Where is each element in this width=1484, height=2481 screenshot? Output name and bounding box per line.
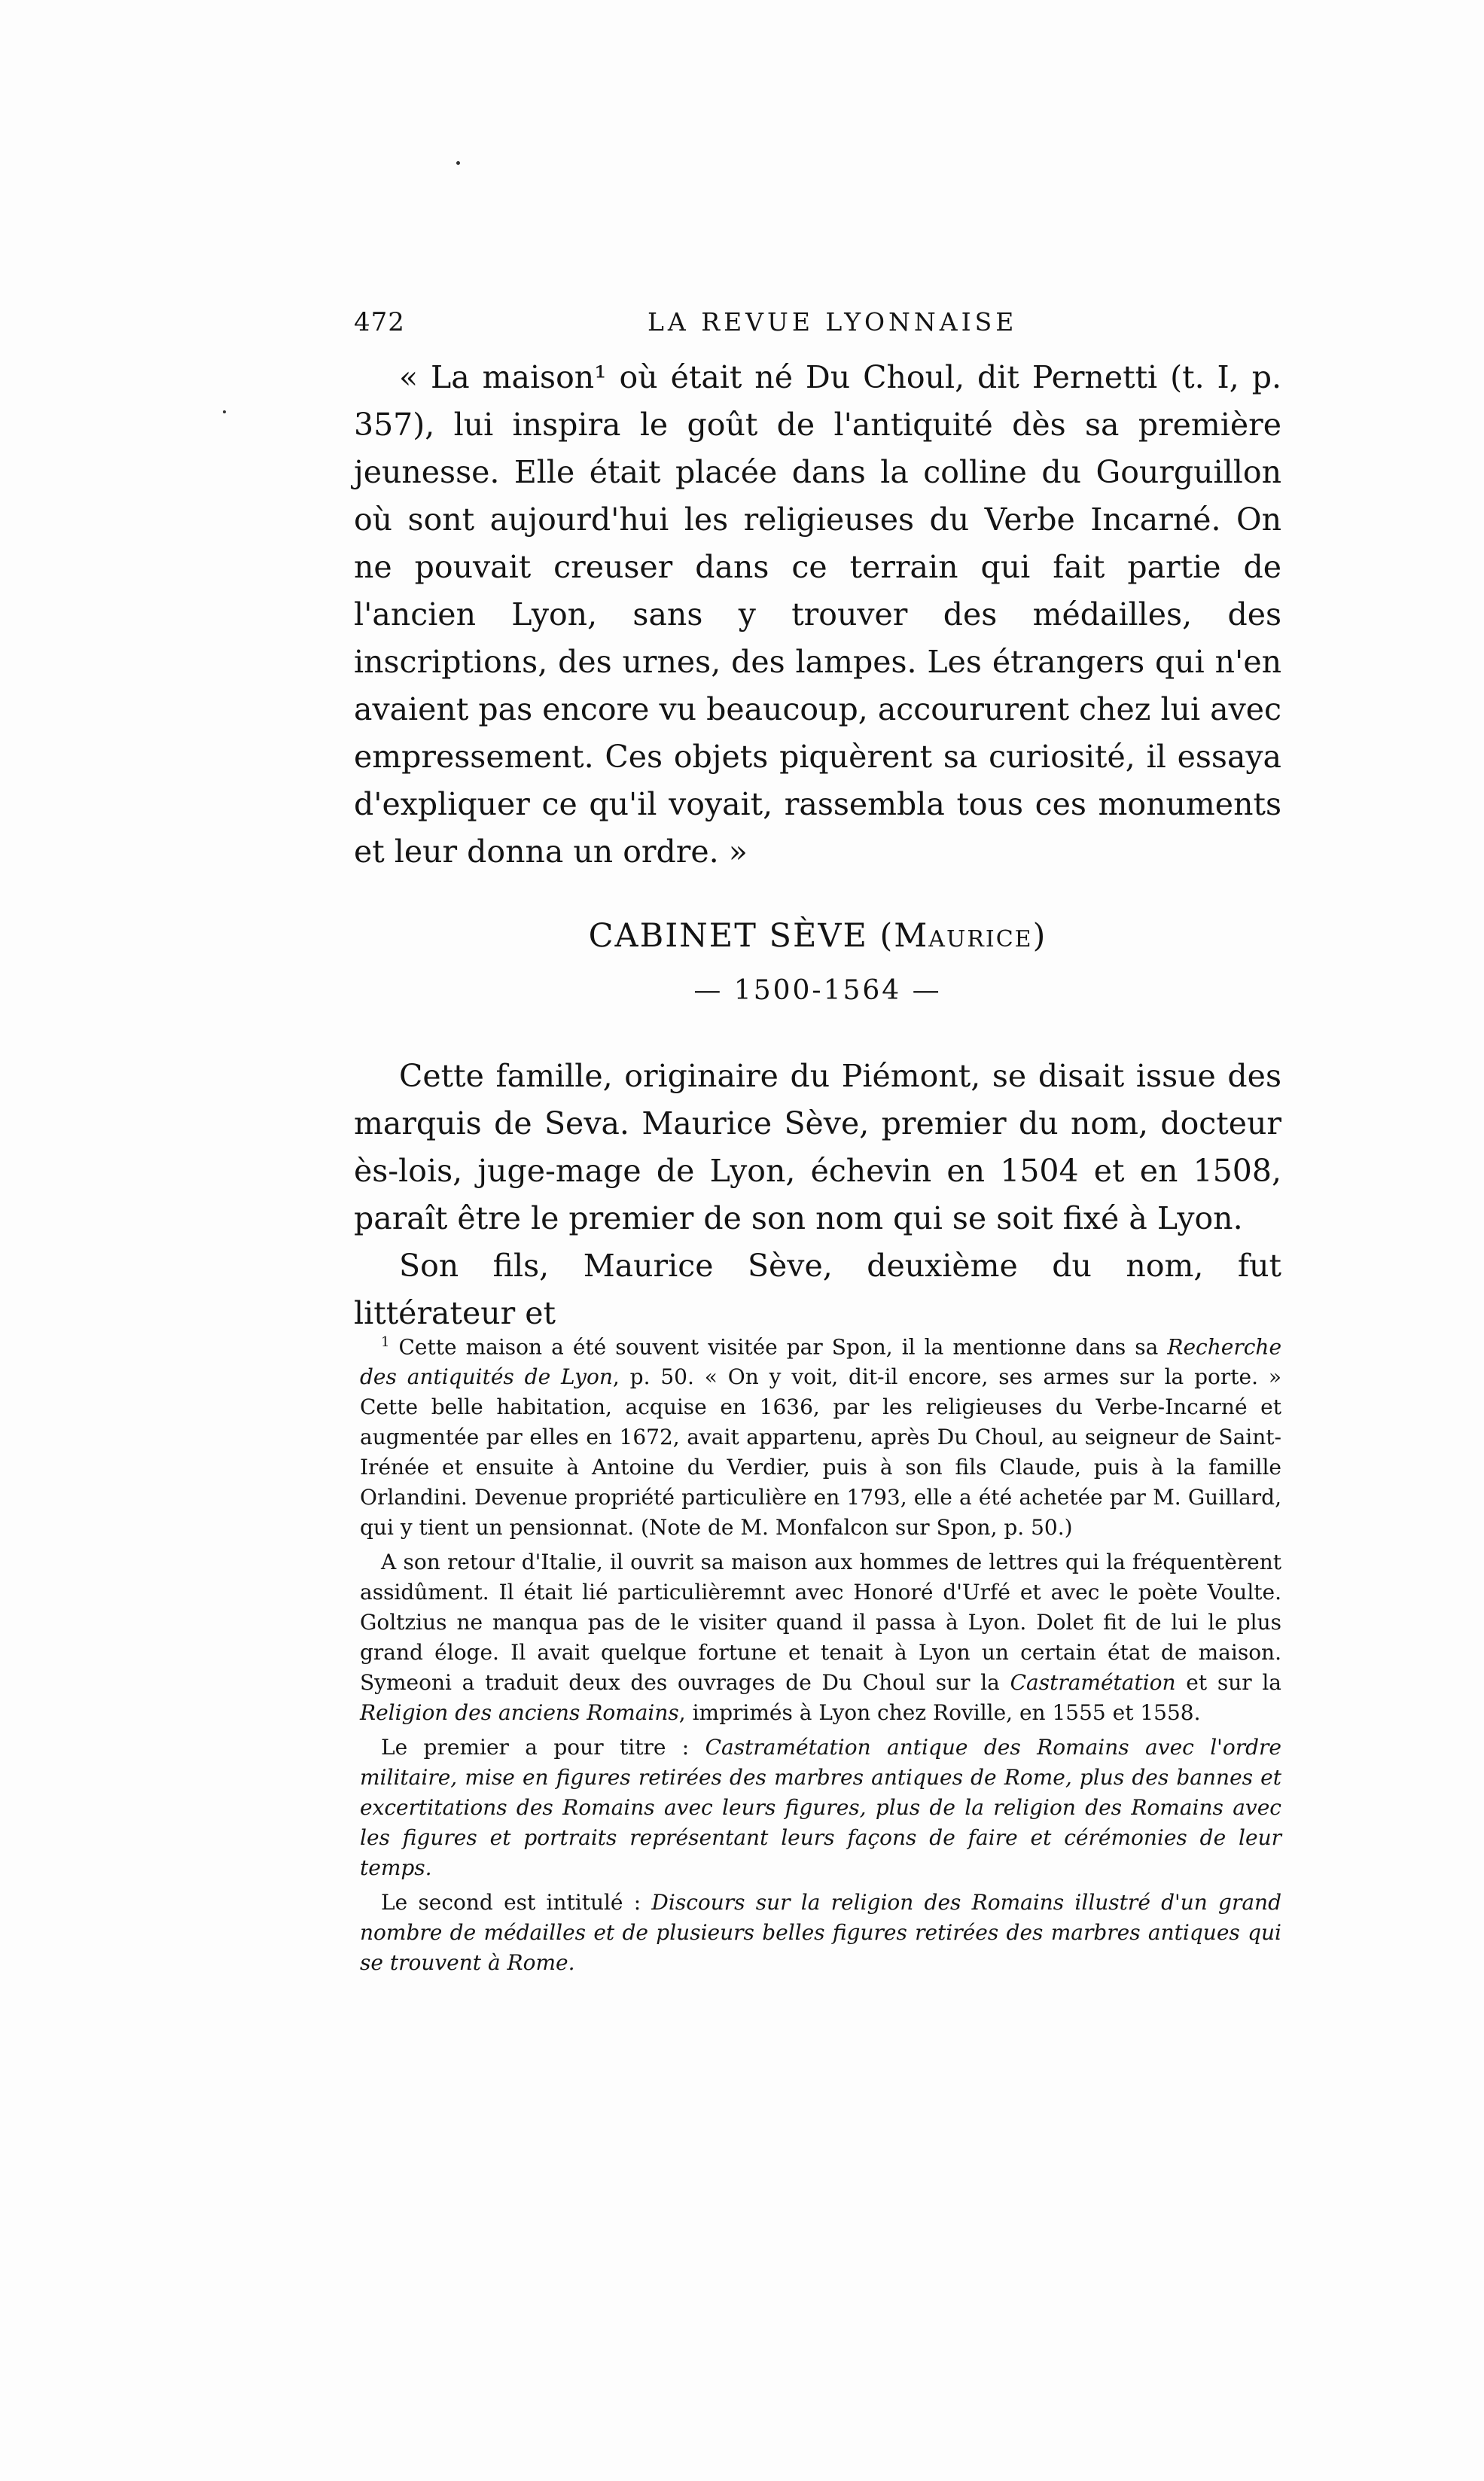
family-paragraph [354,1053,1281,1242]
footnote-italic-title: Castramétation [1010,1670,1176,1696]
footnote-paragraph-3 [360,1733,1281,1883]
section-title-close: ) [1032,917,1047,955]
footnote-text: et sur la [1175,1670,1281,1696]
son-paragraph-text: Son fils, Maurice Sève, deuxième du nom, fut littérateur et [354,1248,1281,1331]
footnote-paragraph-4 [360,1888,1281,1978]
son-paragraph [354,1242,1281,1337]
footnote-1 [360,1327,1281,1543]
footnote-text: Cette maison a été souvent visitée par Spon, il la mentionne dans sa [398,1334,1168,1360]
footnote-text: , p. 50. « On y voit, dit-il encore, ses armes sur la porte. » Cette belle habitation, acquise en 1636, par les religieuses du Verbe-Incarné et augmentée par elles en 1672, avait appartenu, après Du Choul, au seigneur de Saint-Irénée et ensuite à Antoine du Verdier, puis à son fils Claude, puis à la famille Orlandini. Devenue propriété particulière en 1793, elle a été achetée par M. Guillard, qui y tient un pensionnat. (Note de M. Monfalcon sur Spon, p. 50.) [360,1364,1282,1541]
section-title [354,917,1281,955]
section-dates: — 1500-1564 — [693,975,942,1006]
footnote-paragraph-2 [360,1547,1281,1728]
footnotes [360,1327,1281,1983]
footnote-text: Le premier a pour titre : [381,1735,705,1760]
footnote-italic-title: Castramétation antique des Romains avec l'ordre militaire, mise en figures retirées des marbres antiques de Rome, plus des bannes et excertitations des Romains avec leurs figures, plus de la religion des Romains avec les figures et portraits représentant leurs façons de faire et cérémonies de leur temps. [360,1735,1281,1881]
running-title: LA REVUE LYONNAISE [648,307,1018,337]
ink-speck [456,161,460,165]
footnote-italic-title: Discours sur la religion des Romains illustré d'un grand nombre de médailles et de plusieurs belles figures retirées des marbres antiques qui se trouvent à Rome. [360,1890,1282,1976]
section-title-name: Maurice [894,917,1033,955]
quote-paragraph-text: « La maison¹ où était né Du Choul, dit Pernetti (t. I, p. 357), lui inspira le goût de l'antiquité dès sa première jeunesse. Elle était placée dans la colline du Gourguillon où sont aujourd'hui les religieuses du Verbe Incarné. On ne pouvait creuser dans ce terrain qui fait partie de l'ancien Lyon, sans y trouver des médailles, des inscriptions, des urnes, des lampes. Les étrangers qui n'en avaient pas encore vu beaucoup, accoururent chez lui avec empressement. Ces objets piquèrent sa curiosité, il essaya d'expliquer ce qu'il voyait, rassembla tous ces monuments et leur donna un ordre. » [354,359,1281,870]
footnote-marker: 1 [381,1334,390,1350]
page-header [354,307,1287,343]
page-number: 472 [354,307,405,337]
footnote-text: A son retour d'Italie, il ouvrit sa maison aux hommes de lettres qui la fréquentèrent assidûment. Il était lié particulièremnt avec Honoré d'Urfé et avec le poète Voulte. Goltzius ne manqua pas de le visiter quand il passa à Lyon. Dolet fit de lui le plus grand éloge. Il avait quelque fortune et tenait à Lyon un certain état de maison. Symeoni a traduit deux des ouvrages de Du Choul sur la [360,1550,1281,1696]
footnote-italic-title: Religion des anciens Romains [360,1700,679,1726]
quote-paragraph [354,354,1281,876]
section-title-main: CABINET SÈVE ( [588,917,894,955]
family-paragraph-text: Cette famille, originaire du Piémont, se disait issue des marquis de Seva. Maurice Sève, premier du nom, docteur ès-lois, juge-mage de Lyon, échevin en 1504 et en 1508, paraît être le premier de son nom qui se soit fixé à Lyon. [354,1058,1281,1236]
footnote-italic-title: Recherche des antiquités de Lyon [360,1334,1282,1390]
footnote-text: Le second est intitulé : [381,1890,652,1916]
footnote-text: , imprimés à Lyon chez Roville, en 1555 et 1558. [678,1700,1201,1726]
ink-speck [223,410,226,413]
